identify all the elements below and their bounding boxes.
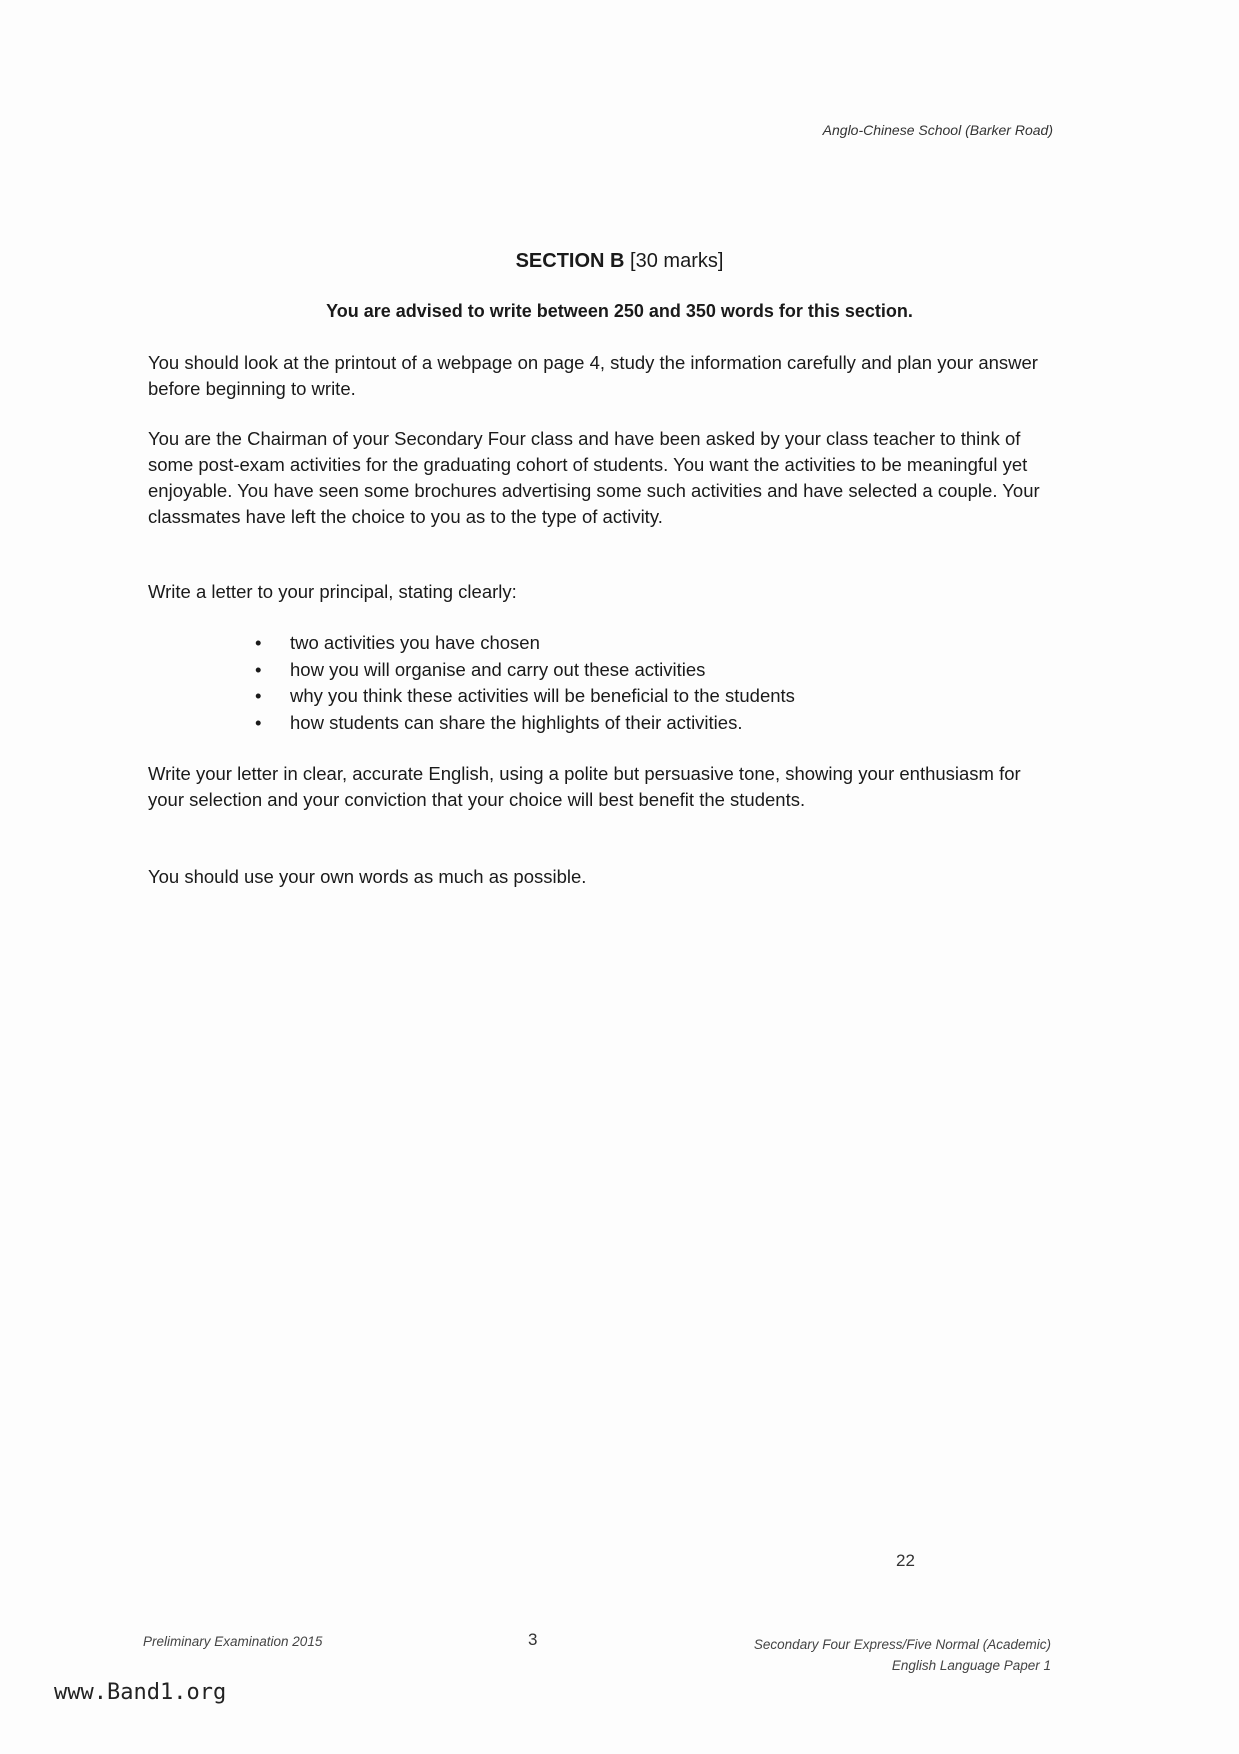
closing-paragraph: You should use your own words as much as possible. (148, 866, 587, 887)
section-title-marks: [30 marks] (630, 250, 724, 272)
school-header: Anglo-Chinese School (Barker Road) (822, 122, 1053, 138)
scenario-paragraph: You are the Chairman of your Secondary Four class and have been asked by your class teacher to think of some post-exam activities for the graduating cohort of students. You want the activities to be meaningful yet enjoyable. You have seen some brochures advertising some such activities and have selected a couple. Your classmates have left the choice to you as to the type of activity. (148, 428, 1040, 527)
footer-course-line2: English Language Paper 1 (891, 1658, 1051, 1673)
task-bullet-list (255, 630, 1035, 736)
bullet-item: • how you will organise and carry out these activities (255, 657, 1035, 684)
footer-course-line1: Secondary Four Express/Five Normal (Academic) (753, 1637, 1051, 1652)
intro-paragraph: You should look at the printout of a webpage on page 4, study the information carefully and plan your answer before beginning to write. (148, 352, 1038, 399)
task-paragraph: Write a letter to your principal, stating clearly: (148, 581, 517, 602)
instructions-paragraph: Write your letter in clear, accurate English, using a polite but persuasive tone, showing your enthusiasm for your selection and your conviction that your choice will best benefit the students. (148, 763, 1021, 810)
bullet-item: • two activities you have chosen (255, 630, 1035, 657)
footer-exam-name: Preliminary Examination 2015 (143, 1634, 323, 1649)
bullet-item: • how students can share the highlights of their activities. (255, 710, 1035, 737)
word-count-advice: You are advised to write between 250 and 350 words for this section. (326, 301, 913, 321)
footer-course (754, 1634, 1051, 1676)
page-number: 3 (528, 1630, 538, 1649)
section-title-label: SECTION B (515, 250, 625, 272)
section-title (0, 250, 1239, 273)
watermark-url: www.Band1.org (54, 1680, 227, 1705)
handwritten-mark: 22 (896, 1551, 915, 1570)
bullet-item: • why you think these activities will be beneficial to the students (255, 683, 1035, 710)
